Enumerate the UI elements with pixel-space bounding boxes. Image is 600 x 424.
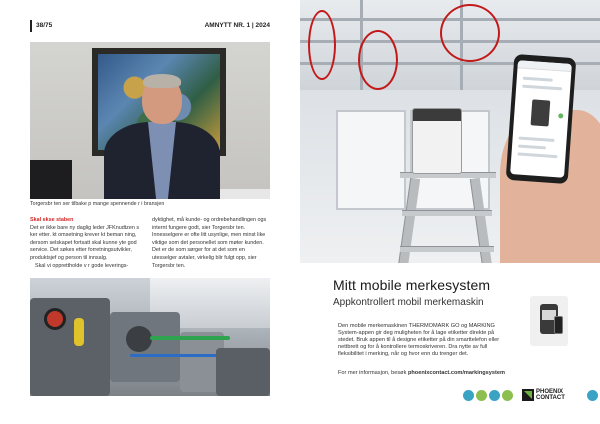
paragraph: Det er ikke bare ny daglig leder JFKnudtzen s ker etter. kt omsetning krever kt beman ning, dersom selskapet fortsatt skal kunne yte god service. Det søkes etter forretningsutvikler, produktsjef og person til innsalg. <box>30 224 140 261</box>
right-page <box>300 0 600 424</box>
subheading: Skal ekse staben <box>30 217 74 223</box>
logo-line-1: PHOENIX <box>536 389 564 395</box>
phoenix-contact-logo <box>522 387 565 403</box>
label-printer <box>412 108 462 174</box>
logo-line-2: CONTACT <box>536 395 565 401</box>
text-column-1 <box>30 217 146 270</box>
ad-subtitle: Appkontrollert mobil merkemaskin <box>333 297 484 308</box>
decorative-dot <box>587 390 598 401</box>
person <box>104 76 220 199</box>
more-info-label: For mer informasjon, besøk <box>338 370 407 376</box>
ad-more-info <box>338 370 538 376</box>
advertisement-photo <box>300 0 600 263</box>
magazine-issue: AMNYTT NR. 1 | 2024 <box>204 22 270 29</box>
text-column-2 <box>152 217 268 270</box>
product-image <box>530 296 568 346</box>
monitor <box>30 160 72 199</box>
ad-title: Mitt mobile merkesystem <box>333 277 491 293</box>
smartphone <box>506 54 577 184</box>
machinery-photo <box>30 278 270 396</box>
paragraph: dyktighet, må kunde- og ordrebehandlingen ogs internt fungere godt, sier Torgersbr ten. Innesselgere er ofte litt usynlige, men minst like viktige som det personellet som møter kunden. Det er de som sørger for at det som en utesselger avtaler, virkelig blir fulgt opp, sier Torgersbr ten. <box>152 217 267 269</box>
decorative-dots <box>463 390 513 401</box>
more-info-link[interactable]: phoenixcontact.com/markingsystem <box>407 370 505 376</box>
ad-body: Den mobile merkemaskinen THERMOMARK GO og MARKING System-appen gir deg muligheten for å lage etiketter direkte på stedet. Bruk appen til å designe etiketter på din smarttelefon eller nettbrett og for å kontrollere termoskriveren. Dra nytte av full fleksibilitet i merking, når og hvor enn du trenger det. <box>338 323 500 358</box>
paragraph: Skal vi opprettholde v r gode leverings- <box>35 262 129 269</box>
page-number: 38/75 <box>36 22 53 29</box>
logo-mark-icon <box>522 389 534 401</box>
portrait-photo <box>30 42 270 199</box>
photo-caption: Torgersbr ten ser tilbake p mange spennende r i bransjen <box>30 201 165 207</box>
